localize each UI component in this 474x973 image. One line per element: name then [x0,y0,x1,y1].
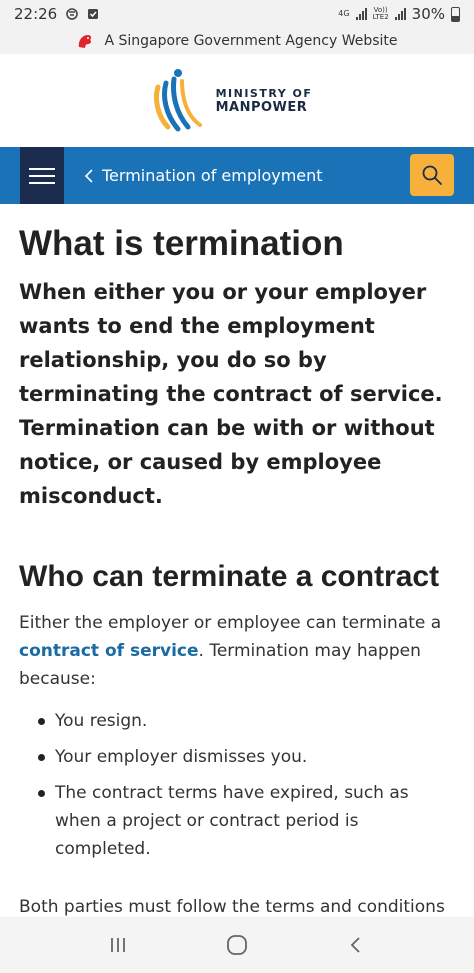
navigation-bar [0,147,474,204]
battery-percent: 30% [411,5,445,23]
list-item: The contract terms have expired, such as when a project or contract period is completed. [19,779,459,863]
contract-of-service-link[interactable]: contract of service [19,641,199,661]
singapore-lion-icon [76,32,94,50]
mom-logo-text [216,87,313,115]
government-banner[interactable] [0,28,474,54]
volte-label: Vo)) LTE2 [372,6,389,21]
hamburger-icon-line [29,175,55,177]
hamburger-icon-line [29,168,55,170]
government-banner-text: A Singapore Government Agency Website [104,33,398,49]
termination-reasons-list [19,707,459,863]
mom-logo-icon [152,65,208,137]
logo-line-1: MINISTRY OF [215,86,313,100]
intro-text-before: Either the employer or employee can terminate a [19,613,442,633]
search-button[interactable] [410,154,454,196]
android-navigation-bar [0,917,474,973]
lead-paragraph: When either you or your employer wants to end the employment relationship, you do so by terminating the contract of service. Termination can be with or without notice, or caused by employee misconduct. [19,280,443,508]
signal-icon [356,8,367,20]
page-title: What is termination [19,224,344,263]
status-time: 22:26 [14,5,58,23]
breadcrumb-title: Termination of employment [102,166,323,185]
breadcrumb-back-link[interactable] [84,147,323,204]
recent-apps-icon[interactable] [108,935,128,955]
back-icon[interactable] [346,935,366,955]
mom-logo[interactable] [152,65,313,137]
menu-button[interactable] [20,147,64,204]
network-type-label: 4G [338,9,350,18]
section-heading: Who can terminate a contract [19,560,440,593]
notification-icon [65,7,79,21]
intro-paragraph [19,609,459,693]
download-icon [87,8,99,20]
status-bar [0,0,474,28]
list-item: You resign. [19,707,459,735]
closing-paragraph: Both parties must follow the terms and conditions [19,897,445,917]
logo-line-2: MANPOWER [215,99,308,115]
list-item: Your employer dismisses you. [19,743,459,771]
header-logo-area [0,54,474,147]
search-icon [421,164,443,186]
chevron-left-icon [84,168,94,184]
home-icon[interactable] [225,933,249,957]
article-content [19,204,459,949]
intro-text-after: . Termination may happen because: [19,641,421,689]
signal-icon-2 [395,8,406,20]
hamburger-icon-line [29,182,55,184]
battery-icon [451,7,460,22]
